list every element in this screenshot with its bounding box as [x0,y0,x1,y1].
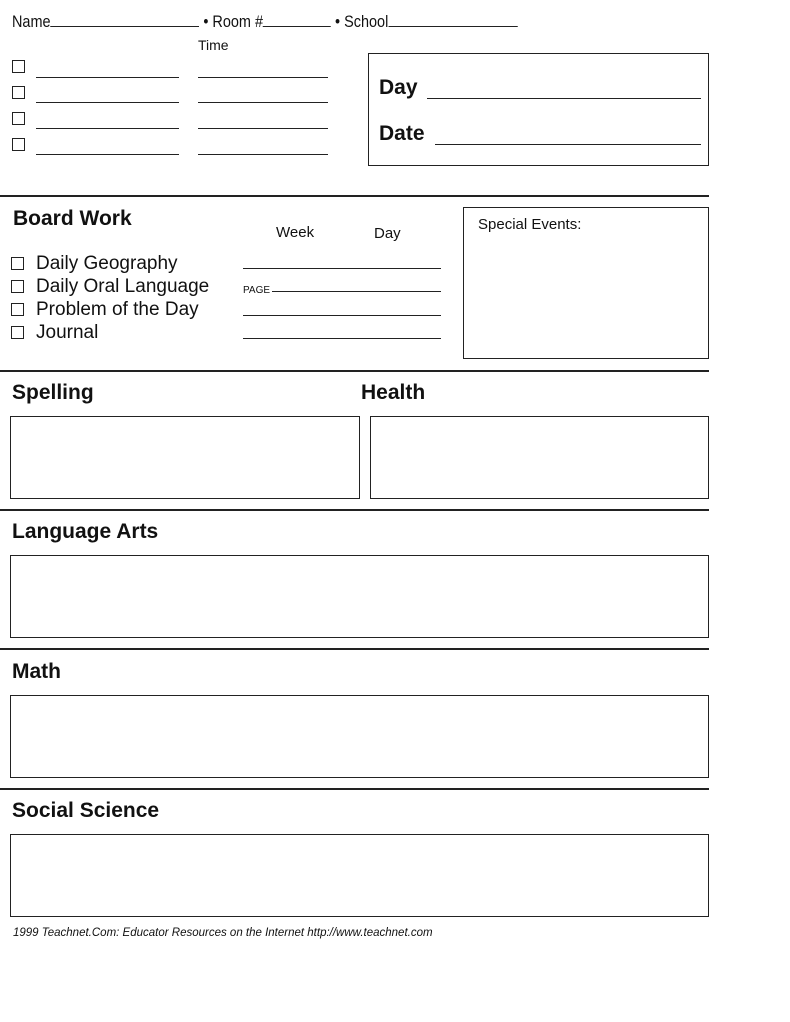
math-title: Math [12,660,61,683]
room-label: • Room # [203,12,264,31]
daily-geography-line[interactable] [243,268,441,269]
name-field[interactable] [51,26,200,27]
social-science-title: Social Science [12,799,160,822]
task-checkbox-3[interactable] [12,112,25,125]
task-line-2[interactable] [36,102,179,103]
journal-line[interactable] [243,338,441,339]
divider [0,370,709,372]
special-events-box[interactable] [463,207,709,359]
health-box[interactable] [370,416,709,499]
daily-geography-label: Daily Geography [36,253,178,274]
time-label: Time [198,37,229,53]
time-line-4[interactable] [198,154,328,155]
task-line-1[interactable] [36,77,179,78]
divider [0,195,709,197]
task-checkbox-2[interactable] [12,86,25,99]
day-field[interactable] [427,98,701,99]
name-label: Name [12,12,51,31]
time-line-1[interactable] [198,77,328,78]
spelling-box[interactable] [10,416,360,499]
language-arts-title: Language Arts [12,520,159,543]
spelling-title: Spelling [12,381,94,404]
problem-of-the-day-line[interactable] [243,315,441,316]
divider [0,648,709,650]
time-line-2[interactable] [198,102,328,103]
school-field[interactable] [388,26,517,27]
health-title: Health [361,381,426,404]
special-events-label: Special Events: [478,216,582,233]
day-column-label: Day [374,225,401,242]
divider [0,509,709,511]
math-box[interactable] [10,695,709,778]
social-science-box[interactable] [10,834,709,917]
time-line-3[interactable] [198,128,328,129]
journal-checkbox[interactable] [11,326,24,339]
daily-geography-checkbox[interactable] [11,257,24,270]
date-label: Date [379,122,425,145]
daily-oral-language-checkbox[interactable] [11,280,24,293]
week-label: Week [276,224,315,241]
problem-of-the-day-checkbox[interactable] [11,303,24,316]
room-field[interactable] [263,26,331,27]
header-line [12,12,517,32]
date-field[interactable] [435,144,701,145]
task-line-4[interactable] [36,154,179,155]
board-work-title: Board Work [13,207,132,230]
journal-label: Journal [36,322,99,343]
school-label: • School [335,12,389,31]
footer-credit: 1999 Teachnet.Com: Educator Resources on the Internet http://www.teachnet.com [13,927,433,939]
page-label: PAGE [243,285,271,296]
daily-oral-language-line[interactable] [272,291,441,292]
day-label: Day [379,76,418,99]
task-checkbox-1[interactable] [12,60,25,73]
divider [0,788,709,790]
day-date-box [368,53,709,166]
problem-of-the-day-label: Problem of the Day [36,299,199,320]
task-line-3[interactable] [36,128,179,129]
task-checkbox-4[interactable] [12,138,25,151]
language-arts-box[interactable] [10,555,709,638]
daily-oral-language-label: Daily Oral Language [36,276,210,297]
